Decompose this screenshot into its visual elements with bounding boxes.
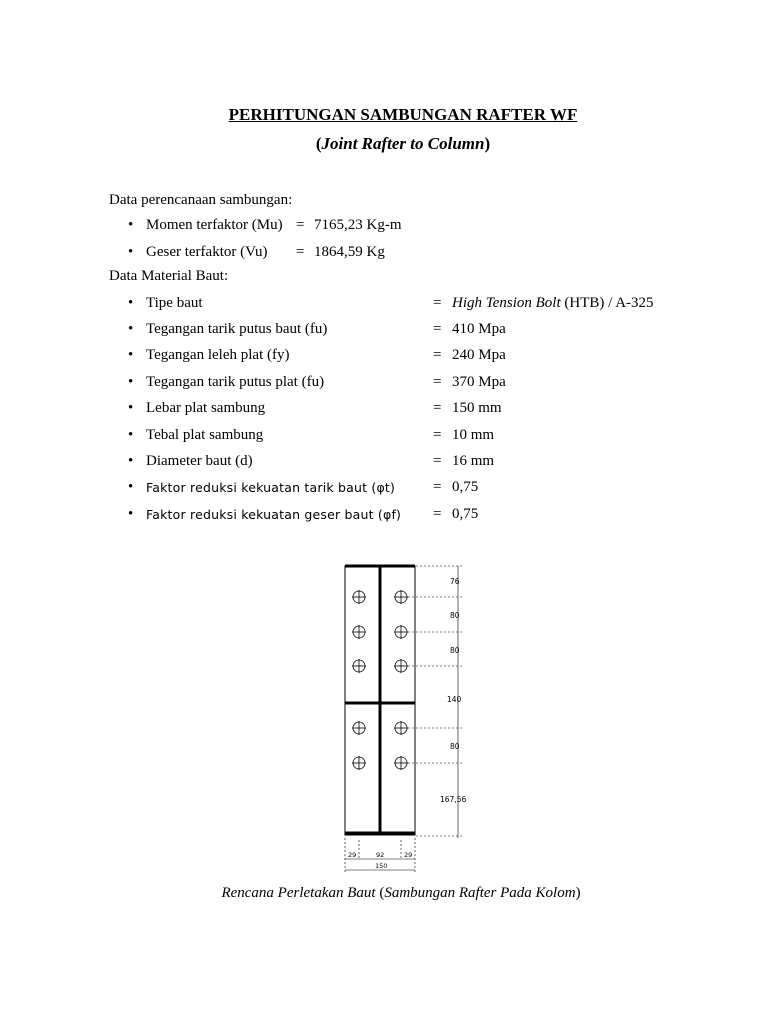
dim-label: 29: [348, 851, 357, 859]
bullet: •: [128, 453, 134, 469]
bolt-icon: [394, 756, 408, 770]
bullet: •: [128, 400, 134, 416]
bolt-icon: [352, 756, 366, 770]
dim-label: 140: [447, 695, 462, 704]
bullet: •: [128, 479, 134, 495]
bullet: •: [128, 244, 134, 260]
list-item: [0, 506, 768, 526]
item-value: 7165,23 Kg-m: [314, 217, 402, 233]
equals-sign: =: [433, 400, 442, 416]
horizontal-dimension-labels: [348, 851, 412, 870]
dim-label: 92: [376, 851, 385, 859]
bullet: •: [128, 347, 134, 363]
equals-sign: =: [433, 479, 442, 495]
bullet: •: [128, 506, 134, 522]
bolt-icon: [394, 625, 408, 639]
equals-sign: =: [433, 295, 442, 311]
item-value: 1864,59 Kg: [314, 244, 385, 260]
item-value: 10 mm: [452, 427, 495, 443]
item-label: Tegangan tarik putus plat (fu): [146, 374, 325, 390]
equals-sign: =: [433, 506, 442, 522]
item-label: Tipe baut: [146, 295, 203, 311]
equals-sign: =: [433, 321, 442, 337]
item-value: 410 Mpa: [452, 321, 506, 337]
list-item: [0, 347, 768, 367]
item-value: 0,75: [452, 506, 479, 522]
item-value: 16 mm: [452, 453, 495, 469]
vertical-dimension-labels: [440, 577, 466, 804]
bolt-icon: [352, 659, 366, 673]
item-value: 0,75: [452, 479, 479, 495]
bolt-icon: [394, 590, 408, 604]
bullet: •: [128, 295, 134, 311]
bullet: •: [128, 374, 134, 390]
item-label: Faktor reduksi kekuatan geser baut (φf): [146, 507, 402, 522]
item-label: Tegangan leleh plat (fy): [146, 347, 290, 363]
dim-label: 80: [450, 646, 460, 655]
bolt-icon: [394, 659, 408, 673]
equals-sign: =: [296, 244, 305, 260]
item-label: Momen terfaktor (Mu): [146, 217, 283, 233]
item-value: 240 Mpa: [452, 347, 506, 363]
bolt-icon: [394, 721, 408, 735]
equals-sign: =: [296, 217, 305, 233]
section-heading-design-data: Data perencanaan sambungan:: [109, 192, 293, 208]
bullet: •: [128, 321, 134, 337]
list-item: [0, 400, 768, 420]
figure-caption: Rencana Perletakan Baut (Sambungan Rafter Pada Kolom): [221, 885, 581, 901]
equals-sign: =: [433, 427, 442, 443]
list-item: [0, 453, 768, 473]
item-label: Lebar plat sambung: [146, 400, 266, 416]
dim-label: 29: [404, 851, 413, 859]
dim-label: 167,56: [440, 795, 467, 804]
equals-sign: =: [433, 374, 442, 390]
item-value: 150 mm: [452, 400, 502, 416]
item-value: 370 Mpa: [452, 374, 506, 390]
bolt-icon: [352, 625, 366, 639]
list-item: [0, 244, 768, 264]
section-heading-bolt-material: Data Material Baut:: [109, 268, 229, 284]
list-item: [0, 217, 768, 237]
item-label: Tegangan tarik putus baut (fu): [146, 321, 328, 337]
item-label: Diameter baut (d): [146, 453, 253, 469]
bolt-layout-drawing: [330, 555, 480, 875]
list-item: [0, 374, 768, 394]
dim-label-total: 150: [375, 862, 388, 870]
page-subtitle: (Joint Rafter to Column): [315, 134, 491, 153]
dim-label: 80: [450, 742, 460, 751]
equals-sign: =: [433, 347, 442, 363]
list-item: [0, 427, 768, 447]
item-label: Faktor reduksi kekuatan tarik baut (φt): [146, 480, 396, 495]
bullet: •: [128, 427, 134, 443]
dim-label: 76: [450, 577, 460, 586]
list-item: [0, 479, 768, 499]
bolt-icon: [352, 721, 366, 735]
equals-sign: =: [433, 453, 442, 469]
list-item: [0, 295, 768, 315]
bullet: •: [128, 217, 134, 233]
item-value: High Tension Bolt (HTB) / A-325: [452, 295, 654, 311]
bolt-icon: [352, 590, 366, 604]
dim-label: 80: [450, 611, 460, 620]
item-label: Geser terfaktor (Vu): [146, 244, 268, 260]
item-label: Tebal plat sambung: [146, 427, 264, 443]
page-title: PERHITUNGAN SAMBUNGAN RAFTER WF: [228, 105, 578, 124]
list-item: [0, 321, 768, 341]
